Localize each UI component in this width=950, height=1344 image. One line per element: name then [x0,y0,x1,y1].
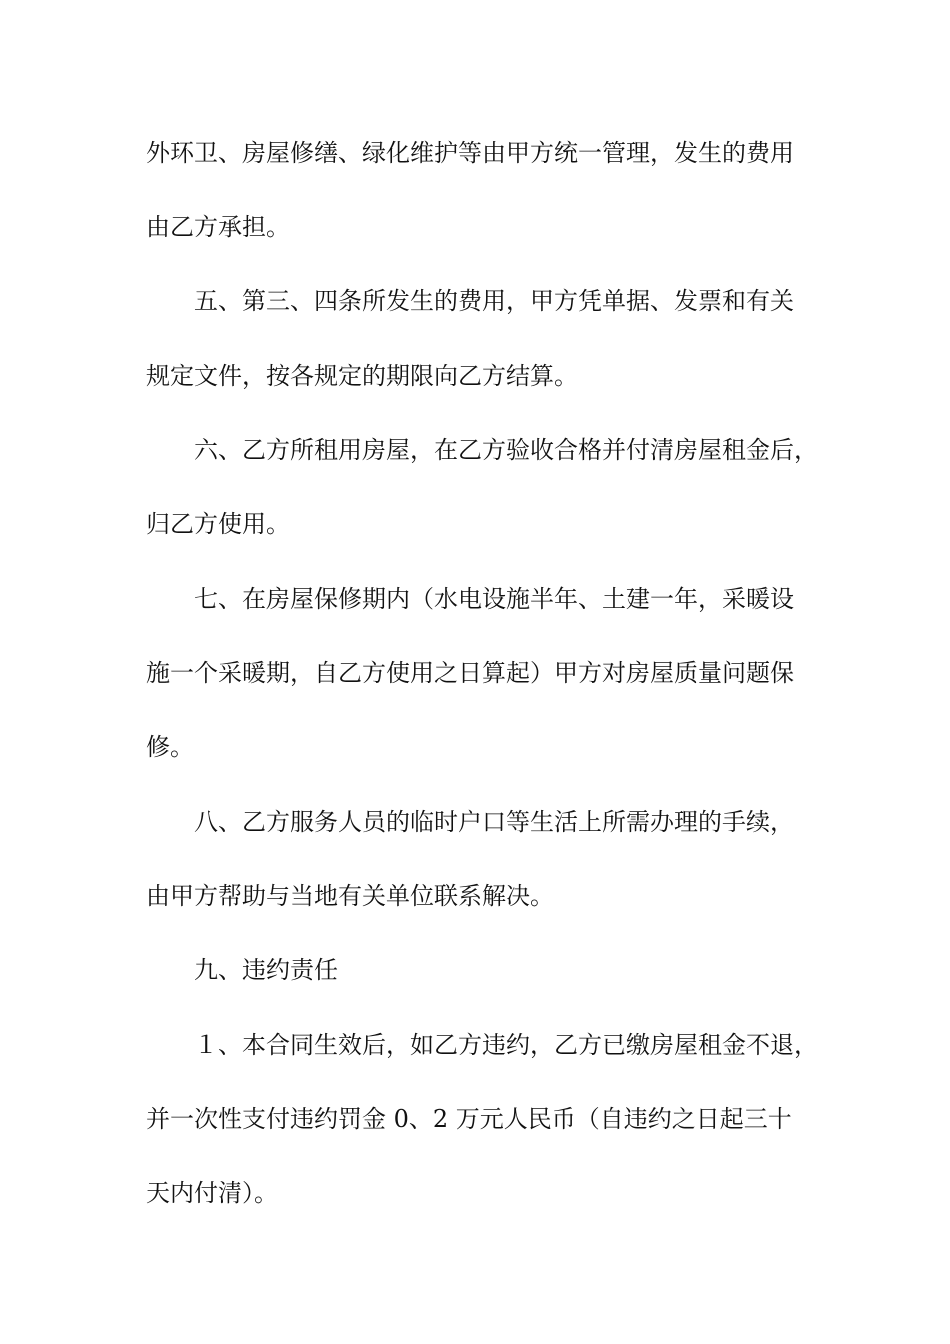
clause-9-heading: 九、违约责任 [194,956,338,984]
clause-5-line-2: 规定文件，按各规定的期限向乙方结算。 [146,362,578,390]
text-line-1: 外环卫、房屋修缮、绿化维护等由甲方统一管理，发生的费用 [146,139,794,167]
clause-6-line-2: 归乙方使用。 [146,510,290,538]
clause-7-line-2: 施一个采暖期，自乙方使用之日算起）甲方对房屋质量问题保 [146,659,794,687]
clause-8-line-1: 八、乙方服务人员的临时户口等生活上所需办理的手续， [194,808,794,836]
clause-9-1-line-2: 并一次性支付违约罚金 0、2 万元人民币（自违约之日起三十 [146,1105,792,1133]
clause-9-1-line-1: １、本合同生效后，如乙方违约，乙方已缴房屋租金不退， [194,1031,818,1059]
clause-7-line-3: 修。 [146,733,194,761]
clause-6-line-1: 六、乙方所租用房屋，在乙方验收合格并付清房屋租金后， [194,436,818,464]
clause-5-line-1: 五、第三、四条所发生的费用，甲方凭单据、发票和有关 [194,287,794,315]
text-line-2: 由乙方承担。 [146,213,290,241]
clause-7-line-1: 七、在房屋保修期内（水电设施半年、土建一年，采暖设 [194,585,794,613]
clause-8-line-2: 由甲方帮助与当地有关单位联系解决。 [146,882,554,910]
clause-9-1-line-3: 天内付清）。 [146,1179,278,1207]
